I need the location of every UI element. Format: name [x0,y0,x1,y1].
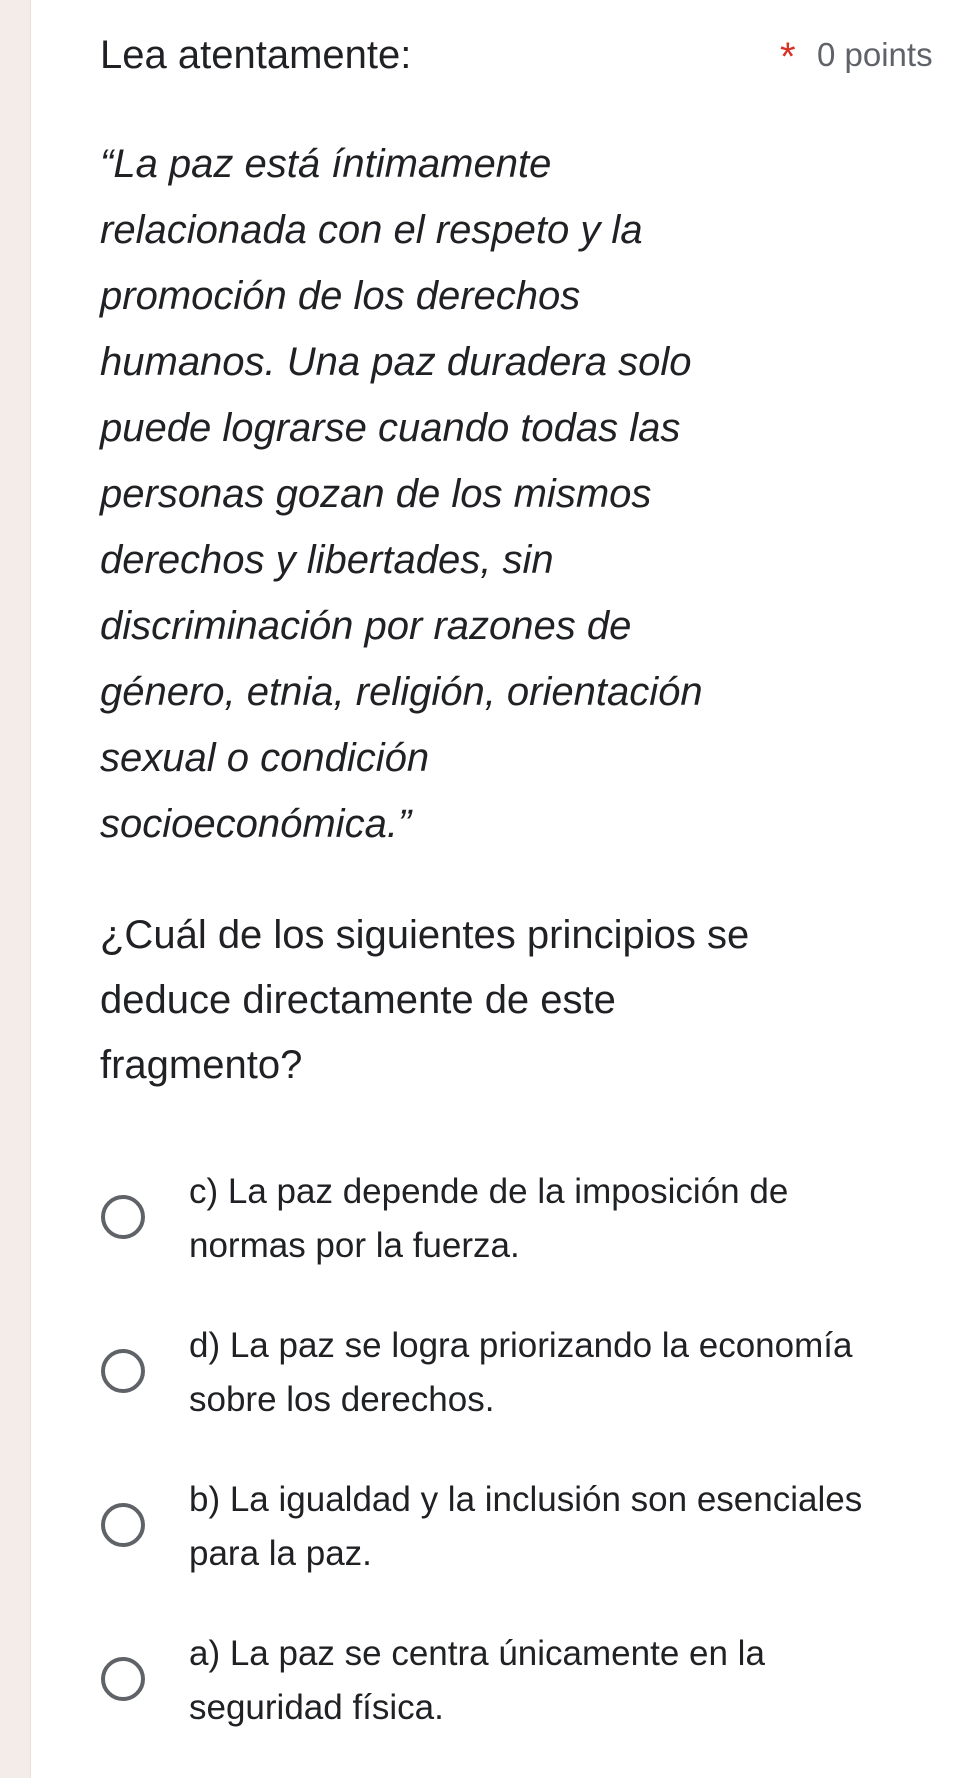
option-a[interactable] [100,1627,936,1747]
quote-text: “La paz está íntimamente relacionada con el respeto y la promoción de los derechos humanos. Una paz duradera solo puede lograrse cuando todas las personas gozan de los mismos derechos y libertades, sin discriminación por razones de género, etnia, religión, orientación sexual o condición socioeconómica.” [100,142,703,846]
question-header [100,30,936,80]
radio-unchecked-icon[interactable] [101,1349,145,1393]
option-c[interactable] [100,1165,936,1285]
option-d[interactable] [100,1319,936,1439]
question-text: ¿Cuál de los siguientes principios se deduce directamente de este fragmento? [100,913,750,1087]
question-title: Lea atentamente: [100,33,412,77]
radio-unchecked-icon[interactable] [101,1503,145,1547]
radio-unchecked-icon[interactable] [101,1195,145,1239]
required-asterisk: * [780,35,796,79]
option-label[interactable]: c) La paz depende de la imposición de normas por la fuerza. [189,1172,789,1265]
page-background-strip [0,0,31,1778]
option-label[interactable]: a) La paz se centra únicamente en la seguridad física. [189,1634,765,1727]
points-label: 0 points [817,36,933,73]
radio-unchecked-icon[interactable] [101,1657,145,1701]
option-b[interactable] [100,1473,936,1593]
option-label[interactable]: d) La paz se logra priorizando la economía sobre los derechos. [189,1326,853,1419]
option-label[interactable]: b) La igualdad y la inclusión son esenciales para la paz. [189,1480,863,1573]
